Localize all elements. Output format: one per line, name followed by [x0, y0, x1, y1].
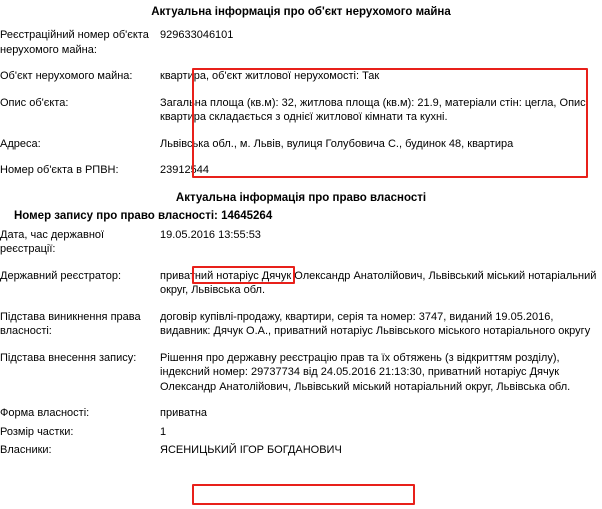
row-label: Підстава внесення запису:: [0, 351, 137, 364]
spacer: [0, 396, 602, 404]
spacer-cell: [0, 341, 160, 349]
row-label: Реєстраційний номер об'єкта нерухомого майна:: [0, 29, 149, 56]
record-number-line: [0, 210, 602, 222]
spacer-cell: [160, 127, 602, 135]
row-label: Адреса:: [0, 137, 41, 150]
table-row: [0, 67, 602, 86]
row-value: 1: [160, 425, 167, 438]
row-label: Об'єкт нерухомого майна:: [0, 70, 133, 83]
row-value: ЯСЕНИЦЬКИЙ ІГОР БОГДАНОВИЧ: [160, 444, 342, 457]
record-number-label: Номер запису про право власності:: [14, 209, 218, 222]
ownership-info-table: [0, 226, 602, 460]
spacer-cell: [160, 153, 602, 161]
spacer: [0, 259, 602, 267]
table-row: [0, 135, 602, 154]
row-value: 19.05.2016 13:55:53: [160, 228, 261, 241]
spacer: [0, 127, 602, 135]
spacer-cell: [160, 300, 602, 308]
document-page: [0, 6, 602, 509]
spacer-cell: [0, 127, 160, 135]
row-value: Рішення про державну реєстрацію прав та їх обтяжень (з відкриттям розділу), індексний номер: 29737734 від 24.05.2016 21:13:30, приватний нотаріус Дячук Олександр Анатолійович, Львівський міський нотаріальний округ, Львівська обл.: [160, 351, 571, 393]
spacer-cell: [160, 396, 602, 404]
record-number-value: 14645264: [221, 209, 273, 222]
row-value: приватний нотаріус Дячук Олександр Анатолійович, Львівський міський нотаріальний округ, Львівська обл.: [160, 269, 597, 297]
row-value: 23912544: [160, 164, 209, 177]
spacer-cell: [160, 259, 602, 267]
row-value: Загальна площа (кв.м): 32, житлова площа (кв.м): 21.9, матеріали стін: цегла, Опис: квартира складається з однієї житлової кімнати та кухні.: [160, 96, 589, 124]
table-row: [0, 26, 602, 59]
spacer-cell: [160, 341, 602, 349]
table-row: [0, 441, 602, 460]
row-value: Львівська обл., м. Львів, вулиця Голубовича С., будинок 48, квартира: [160, 137, 514, 150]
row-label: Розмір частки:: [0, 425, 74, 438]
object-info-table: [0, 26, 602, 180]
row-label: Номер об'єкта в РПВН:: [0, 164, 119, 177]
row-label: Дата, час державної реєстрації:: [0, 228, 105, 256]
row-value: 929633046101: [160, 29, 234, 41]
spacer-cell: [0, 153, 160, 161]
spacer-cell: [0, 86, 160, 94]
spacer-cell: [0, 300, 160, 308]
spacer: [0, 59, 602, 67]
spacer: [0, 86, 602, 94]
spacer-cell: [0, 259, 160, 267]
row-label: Форма власності:: [0, 407, 90, 420]
row-value: приватна: [160, 407, 208, 420]
table-row: [0, 94, 602, 127]
spacer: [0, 153, 602, 161]
highlight-box-owner: [192, 484, 415, 505]
row-value: квартира, об'єкт житлової нерухомості: Так: [160, 70, 380, 83]
row-label: Державний реєстратор:: [0, 269, 122, 282]
spacer-cell: [0, 59, 160, 67]
row-value: договір купівлі-продажу, квартири, серія та номер: 3747, виданий 19.05.2016, видавник: Дячук О.А., приватний нотаріус Львівського міського нотаріального округу: [160, 310, 591, 338]
section-title-object: Актуальна інформація про об'єкт нерухомого майна: [151, 6, 451, 18]
spacer-cell: [160, 86, 602, 94]
spacer-cell: [160, 59, 602, 67]
row-label: Опис об'єкта:: [0, 96, 69, 109]
table-row: [0, 161, 602, 180]
spacer: [0, 300, 602, 308]
table-row: [0, 267, 602, 300]
table-row: [0, 423, 602, 442]
table-row: [0, 349, 602, 397]
row-label: Підстава виникнення права власності:: [0, 310, 141, 338]
row-label: Власники:: [0, 444, 52, 457]
spacer: [0, 341, 602, 349]
section-title-ownership: Актуальна інформація про право власності: [175, 191, 427, 204]
table-row: [0, 226, 602, 259]
spacer-cell: [0, 396, 160, 404]
table-row: [0, 308, 602, 341]
table-row: [0, 404, 602, 423]
